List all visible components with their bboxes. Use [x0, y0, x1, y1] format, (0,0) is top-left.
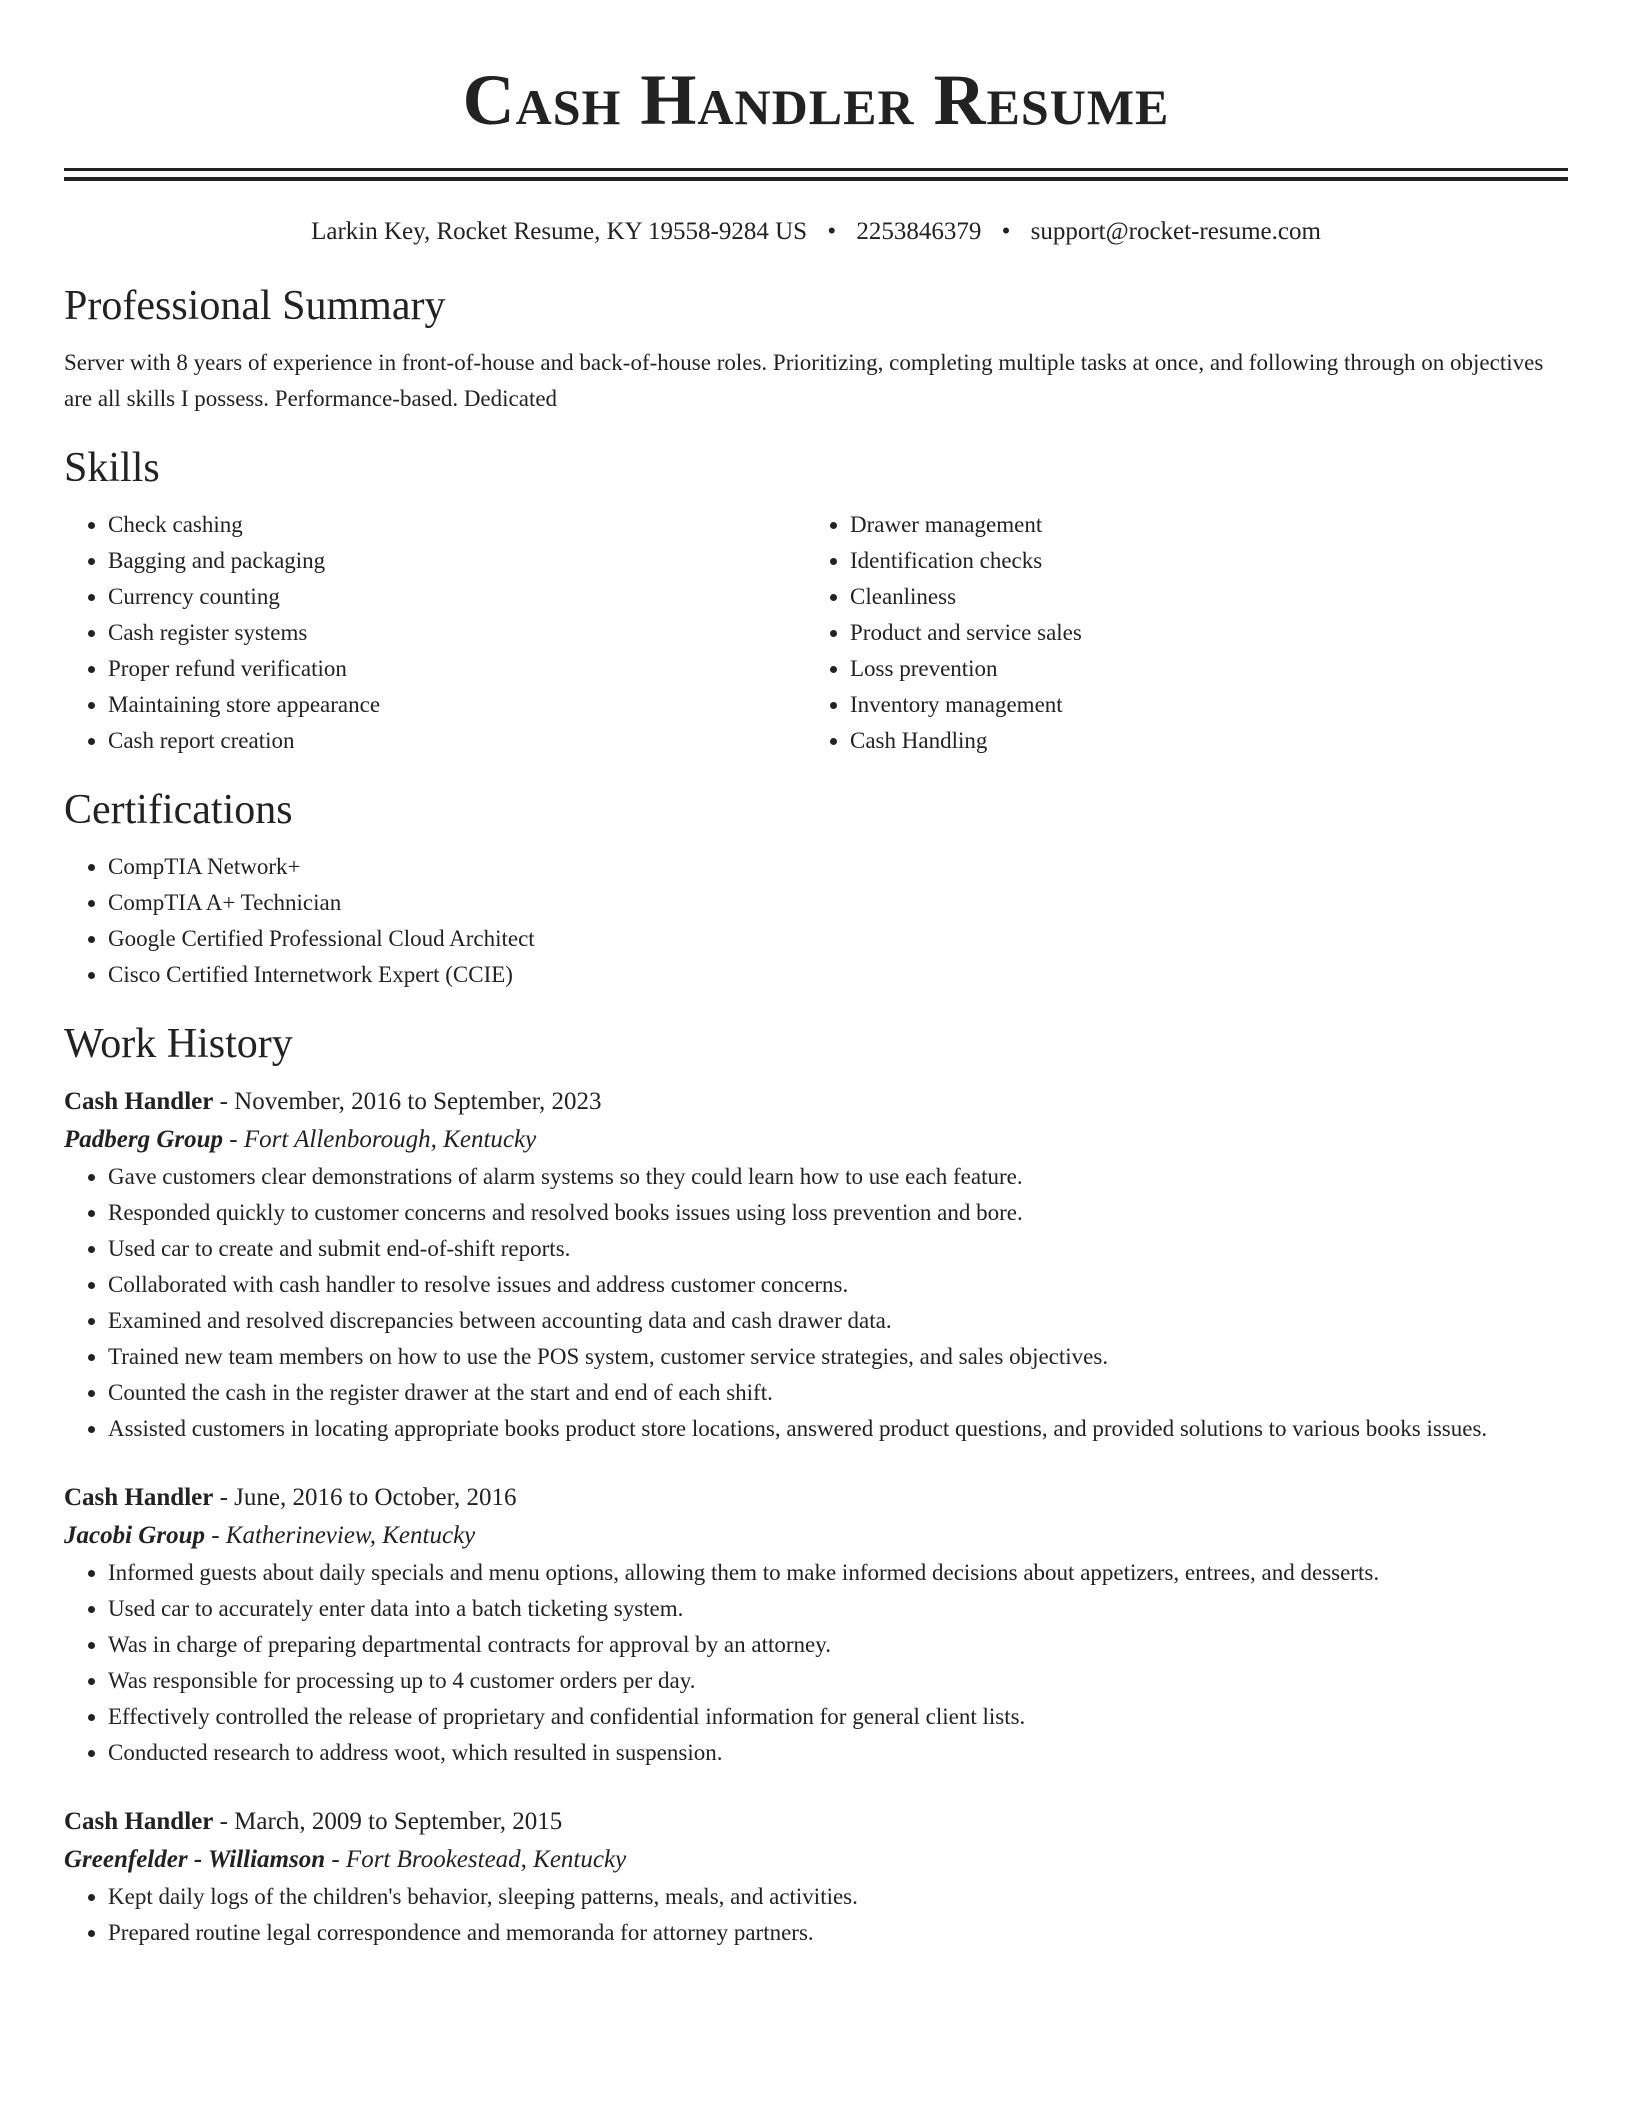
list-item: • Prepared routine legal correspondence and memoranda for attorney partners.: [108, 1915, 1568, 1951]
job-location: - Fort Brookestead, Kentucky: [331, 1846, 627, 1873]
list-item: • Used car to accurately enter data into a batch ticketing system.: [108, 1591, 1568, 1627]
list-item: • Used car to create and submit end-of-shift reports.: [108, 1231, 1568, 1267]
job-location: - Katherineview, Kentucky: [211, 1522, 476, 1549]
list-item: • Was in charge of preparing departmental contracts for approval by an attorney.: [108, 1627, 1568, 1663]
job-role: Cash Handler: [64, 1808, 214, 1835]
job-bullets: [64, 1555, 1568, 1771]
list-item: • Bagging and packaging: [108, 543, 806, 579]
job-company: Greenfelder - Williamson: [64, 1846, 326, 1873]
list-item: • Kept daily logs of the children's behavior, sleeping patterns, meals, and activities.: [108, 1879, 1568, 1915]
job-bullets: [64, 1879, 1568, 1951]
list-item: • Maintaining store appearance: [108, 687, 806, 723]
list-item: • CompTIA Network+: [108, 849, 1568, 885]
skills-column-right: [806, 507, 1548, 759]
title-divider-bottom: [64, 177, 1568, 181]
contact-address: Larkin Key, Rocket Resume, KY 19558-9284 US: [311, 218, 808, 245]
job-company: Jacobi Group: [64, 1522, 205, 1549]
list-item: • Was responsible for processing up to 4 customer orders per day.: [108, 1663, 1568, 1699]
resume-title: Cash Handler Resume: [462, 60, 1170, 140]
list-item: • Cash Handling: [850, 723, 1548, 759]
contact-line: [64, 215, 1568, 249]
list-item: • Collaborated with cash handler to resolve issues and address customer concerns.: [108, 1267, 1568, 1303]
skills-heading: Skills: [64, 445, 160, 491]
job-entry: [64, 1083, 1568, 1447]
skills-list-right: [806, 507, 1548, 759]
job-location: - Fort Allenborough, Kentucky: [229, 1126, 537, 1153]
work-history-section: [64, 1019, 1568, 1951]
list-item: • Product and service sales: [850, 615, 1548, 651]
job-employer: [64, 1517, 1568, 1555]
list-item: • Google Certified Professional Cloud Architect: [108, 921, 1568, 957]
list-item: • Gave customers clear demonstrations of alarm systems so they could learn how to use each feature.: [108, 1159, 1568, 1195]
list-item: • CompTIA A+ Technician: [108, 885, 1568, 921]
job-dates: - March, 2009 to September, 2015: [219, 1808, 563, 1835]
list-item: • Cleanliness: [850, 579, 1548, 615]
list-item: • Effectively controlled the release of proprietary and confidential information for general client lists.: [108, 1699, 1568, 1735]
list-item: • Trained new team members on how to use the POS system, customer service strategies, and sales objectives.: [108, 1339, 1568, 1375]
job-company: Padberg Group: [64, 1126, 224, 1153]
list-item: • Drawer management: [850, 507, 1548, 543]
list-item: • Informed guests about daily specials and menu options, allowing them to make informed decisions about appetizers, entrees, and desserts.: [108, 1555, 1568, 1591]
job-entry: [64, 1479, 1568, 1771]
list-item: • Currency counting: [108, 579, 806, 615]
list-item: • Proper refund verification: [108, 651, 806, 687]
list-item: • Check cashing: [108, 507, 806, 543]
contact-phone: 2253846379: [856, 218, 982, 245]
summary-text: Server with 8 years of experience in front-of-house and back-of-house roles. Prioritizing, completing multiple tasks at once, and following through on objectives are all skills I possess. Performance-based. Dedicated: [64, 350, 1544, 411]
job-dates: - June, 2016 to October, 2016: [219, 1484, 517, 1511]
skills-list-left: [64, 507, 806, 759]
list-item: • Identification checks: [850, 543, 1548, 579]
list-item: • Counted the cash in the register drawer at the start and end of each shift.: [108, 1375, 1568, 1411]
work-history-heading: Work History: [64, 1021, 293, 1067]
list-item: • Examined and resolved discrepancies between accounting data and cash drawer data.: [108, 1303, 1568, 1339]
summary-heading: Professional Summary: [64, 283, 446, 329]
list-item: • Responded quickly to customer concerns and resolved books issues using loss prevention and bore.: [108, 1195, 1568, 1231]
skills-columns: [64, 507, 1568, 759]
contact-separator: •: [1001, 218, 1011, 245]
list-item: • Cash register systems: [108, 615, 806, 651]
job-bullets: [64, 1159, 1568, 1447]
list-item: • Conducted research to address woot, which resulted in suspension.: [108, 1735, 1568, 1771]
title-divider-top: [64, 168, 1568, 171]
job-role: Cash Handler: [64, 1088, 214, 1115]
skills-column-left: [64, 507, 806, 759]
contact-separator: •: [827, 218, 837, 245]
certifications-section: [64, 785, 1568, 993]
job-heading: [64, 1083, 1568, 1121]
contact-email: support@rocket-resume.com: [1030, 218, 1321, 245]
skills-section: [64, 443, 1568, 759]
list-item: • Cash report creation: [108, 723, 806, 759]
job-employer: [64, 1121, 1568, 1159]
certifications-heading: Certifications: [64, 787, 293, 833]
list-item: • Inventory management: [850, 687, 1548, 723]
summary-section: [64, 281, 1568, 417]
job-dates: - November, 2016 to September, 2023: [219, 1088, 602, 1115]
list-item: • Cisco Certified Internetwork Expert (CCIE): [108, 957, 1568, 993]
certifications-list: [64, 849, 1568, 993]
job-entry: [64, 1803, 1568, 1951]
list-item: • Assisted customers in locating appropriate books product store locations, answered product questions, and provided solutions to various books issues.: [108, 1411, 1568, 1447]
job-heading: [64, 1479, 1568, 1517]
job-employer: [64, 1841, 1568, 1879]
list-item: • Loss prevention: [850, 651, 1548, 687]
job-heading: [64, 1803, 1568, 1841]
job-role: Cash Handler: [64, 1484, 214, 1511]
